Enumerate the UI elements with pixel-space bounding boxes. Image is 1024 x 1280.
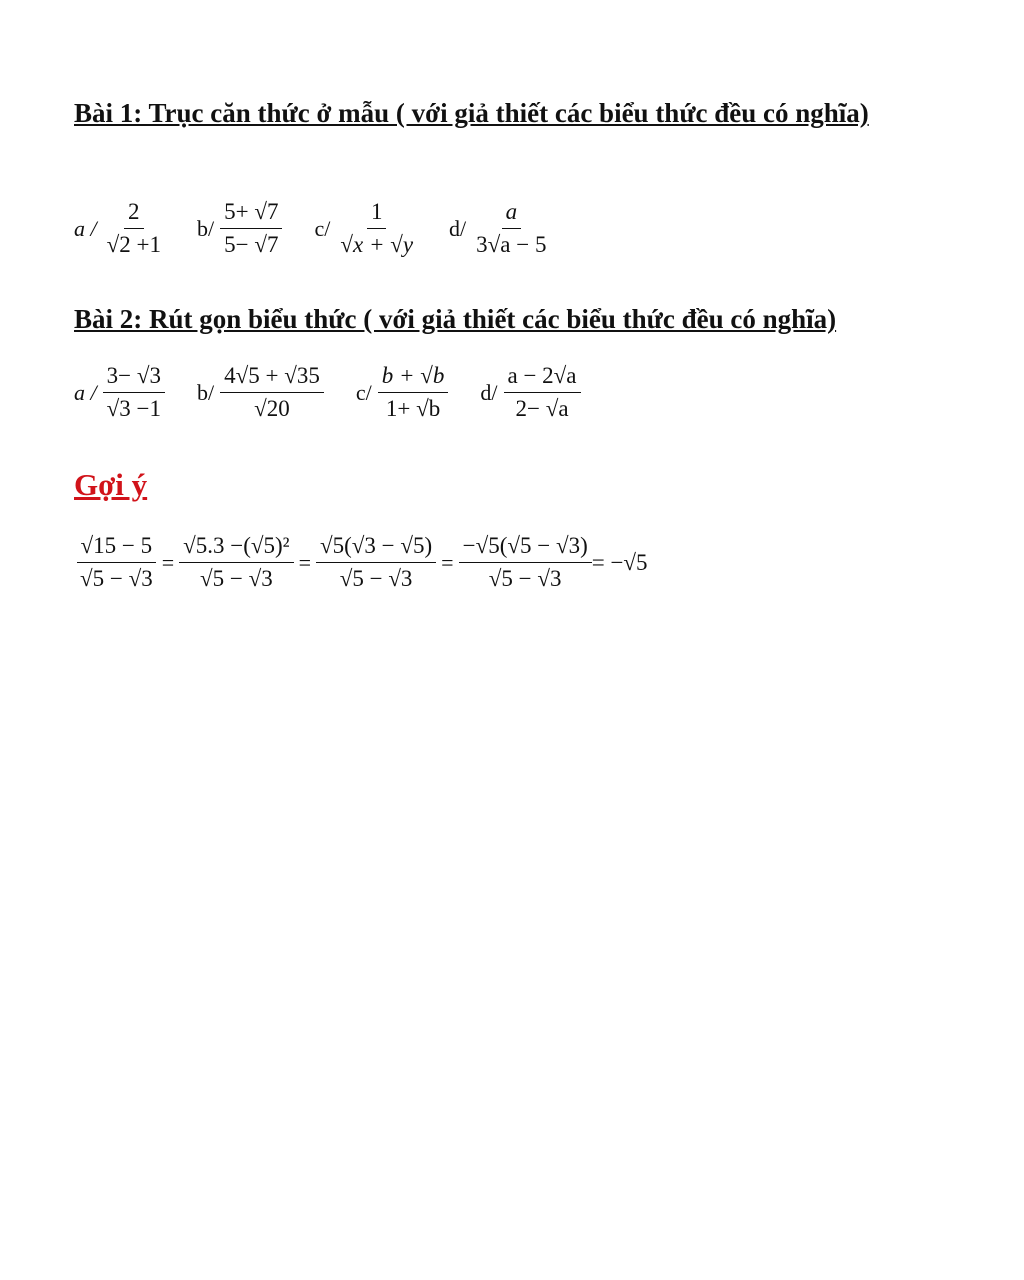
numerator: 5+ √7	[220, 196, 282, 229]
denominator: 2− √a	[515, 396, 569, 421]
fraction	[378, 360, 449, 425]
equals-sign: =	[161, 549, 175, 575]
item-label: a /	[74, 379, 97, 405]
bai2-item-b	[197, 360, 324, 425]
item-label: d/	[449, 215, 467, 241]
fraction	[472, 196, 550, 261]
bai1-item-b	[197, 196, 282, 261]
bai2-item-d	[480, 360, 580, 425]
bai1-item-a	[74, 196, 165, 261]
hint-step-1	[76, 530, 157, 595]
denominator: √5 − √3	[200, 566, 273, 591]
hint-step-2	[179, 530, 293, 595]
numerator: 4√5 + √35	[220, 360, 324, 393]
item-label: d/	[480, 379, 498, 405]
bai2-exercises	[74, 360, 613, 425]
numerator: 2	[124, 196, 144, 229]
denominator: √2 +1	[106, 232, 161, 257]
numerator: a	[502, 196, 522, 229]
fraction	[220, 360, 324, 425]
bai1-heading: Bài 1: Trục căn thức ở mẫu ( với giả thiết các biểu thức đều có nghĩa)	[74, 98, 869, 128]
item-label: a /	[74, 215, 97, 241]
hint-result: = −√5	[591, 549, 648, 575]
fraction	[220, 196, 282, 261]
item-label: c/	[355, 379, 372, 405]
bai2-item-c	[356, 360, 449, 425]
equals-sign: =	[441, 549, 454, 575]
denominator: 3√a − 5	[476, 232, 547, 257]
denominator: √3 −1	[106, 396, 161, 421]
item-label: b/	[196, 215, 215, 241]
hint-heading: Gợi ý	[74, 467, 148, 502]
fraction	[504, 360, 581, 425]
bai1-exercises	[74, 196, 582, 261]
numerator: 3− √3	[103, 360, 165, 393]
numerator: b + √b	[378, 360, 449, 393]
numerator: √5.3 −(√5)²	[179, 530, 293, 563]
fraction	[103, 196, 165, 261]
denominator: √5 − √3	[339, 566, 413, 591]
denominator: √x + √y	[340, 232, 414, 257]
numerator: √5(√3 − √5)	[316, 530, 436, 563]
numerator: a − 2√a	[504, 360, 581, 393]
item-label: c/	[314, 215, 331, 241]
bai1-item-d	[449, 196, 550, 261]
bai2-heading: Bài 2: Rút gọn biểu thức ( với giả thiết các biểu thức đều có nghĩa)	[74, 304, 837, 334]
bai2-item-a	[74, 360, 165, 425]
denominator: 1+ √b	[385, 396, 441, 421]
item-label: b/	[196, 379, 215, 405]
denominator: √20	[254, 396, 290, 421]
numerator: −√5(√5 − √3)	[459, 530, 592, 563]
denominator: √5 − √3	[80, 566, 153, 591]
equals-sign: =	[298, 549, 311, 575]
numerator: 1	[367, 196, 387, 229]
hint-step-4	[459, 530, 592, 595]
hint-solution	[76, 530, 648, 595]
fraction	[336, 196, 417, 261]
bai1-item-c	[314, 196, 417, 261]
fraction	[103, 360, 165, 425]
denominator: 5− √7	[224, 232, 279, 257]
denominator: √5 − √3	[488, 566, 562, 591]
hint-step-3	[316, 530, 436, 595]
numerator: √15 − 5	[77, 530, 157, 563]
